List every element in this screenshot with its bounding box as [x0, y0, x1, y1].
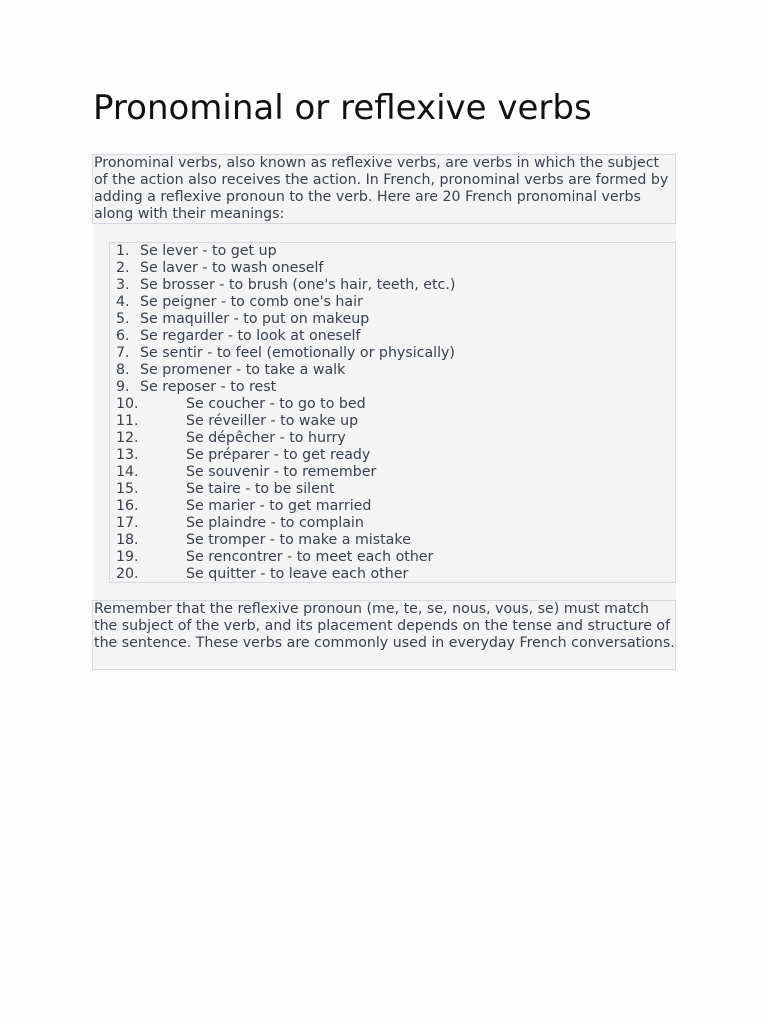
list-item: [110, 566, 675, 583]
list-item: [110, 294, 675, 311]
list-item-text: Se quitter - to leave each other: [186, 566, 409, 582]
list-item-text: Se préparer - to get ready: [186, 447, 371, 463]
list-item-text: Se rencontrer - to meet each other: [186, 549, 434, 565]
closing-block: [92, 600, 676, 670]
list-item: [110, 243, 675, 260]
list-item: [110, 277, 675, 294]
list-item-text: Se regarder - to look at oneself: [140, 328, 361, 344]
list-item-number: 3.: [116, 277, 130, 293]
list-item-number: 13.: [116, 447, 139, 463]
list-item: [110, 379, 675, 396]
list-item: [110, 549, 675, 566]
list-item-number: 11.: [116, 413, 139, 429]
list-item: [110, 345, 675, 362]
list-item-text: Se marier - to get married: [186, 498, 372, 514]
list-item-text: Se lever - to get up: [140, 243, 277, 259]
list-item-text: Se taire - to be silent: [186, 481, 335, 497]
intro-paragraph: Pronominal verbs, also known as reflexive verbs, are verbs in which the subject of the action also receives the action. In French, pronominal verbs are formed by adding a reflexive pronoun to the verb. Here are 20 French pronominal verbs along with their meanings:: [94, 155, 669, 222]
list-item-number: 17.: [116, 515, 139, 531]
list-item-text: Se brosser - to brush (one's hair, teeth, etc.): [140, 277, 456, 293]
list-item: [110, 430, 675, 447]
list-item-text: Se souvenir - to remember: [186, 464, 377, 480]
list-item-text: Se promener - to take a walk: [140, 362, 346, 378]
list-item-text: Se réveiller - to wake up: [186, 413, 359, 429]
list-item-number: 8.: [116, 362, 130, 378]
list-item-text: Se maquiller - to put on makeup: [140, 311, 370, 327]
list-item-number: 9.: [116, 379, 130, 395]
list-item-number: 20.: [116, 566, 139, 582]
list-item-text: Se coucher - to go to bed: [186, 396, 366, 412]
list-item-text: Se tromper - to make a mistake: [186, 532, 411, 548]
list-item: [110, 498, 675, 515]
list-item-number: 2.: [116, 260, 130, 276]
intro-block: [92, 154, 676, 224]
list-item: [110, 328, 675, 345]
list-item-number: 5.: [116, 311, 130, 327]
list-item-text: Se dépêcher - to hurry: [186, 430, 346, 446]
list-item: [110, 515, 675, 532]
list-item-number: 6.: [116, 328, 130, 344]
list-item-number: 15.: [116, 481, 139, 497]
list-item-number: 4.: [116, 294, 130, 310]
list-item-text: Se peigner - to comb one's hair: [140, 294, 363, 310]
list-item: [110, 362, 675, 379]
list-item: [110, 464, 675, 481]
list-item-number: 7.: [116, 345, 130, 361]
verb-list-block: [109, 242, 676, 583]
page-title: Pronominal or reflexive verbs: [93, 88, 592, 128]
list-item: [110, 447, 675, 464]
closing-paragraph: Remember that the reflexive pronoun (me, te, se, nous, vous, se) must match the subject of the verb, and its placement depends on the tense and structure of the sentence. These verbs are commonly used in everyday French conversations.: [94, 601, 675, 651]
list-item: [110, 396, 675, 413]
list-item-number: 14.: [116, 464, 139, 480]
list-item-number: 18.: [116, 532, 139, 548]
list-item-number: 16.: [116, 498, 139, 514]
list-item-number: 1.: [116, 243, 130, 259]
list-item: [110, 532, 675, 549]
list-item: [110, 311, 675, 328]
list-item-text: Se reposer - to rest: [140, 379, 277, 395]
list-item-text: Se sentir - to feel (emotionally or physically): [140, 345, 455, 361]
list-item-text: Se laver - to wash oneself: [140, 260, 324, 276]
verb-list: [110, 243, 675, 583]
list-item: [110, 413, 675, 430]
list-item-number: 19.: [116, 549, 139, 565]
list-item: [110, 260, 675, 277]
list-item-number: 10.: [116, 396, 139, 412]
list-item-number: 12.: [116, 430, 139, 446]
list-item-text: Se plaindre - to complain: [186, 515, 364, 531]
list-item: [110, 481, 675, 498]
